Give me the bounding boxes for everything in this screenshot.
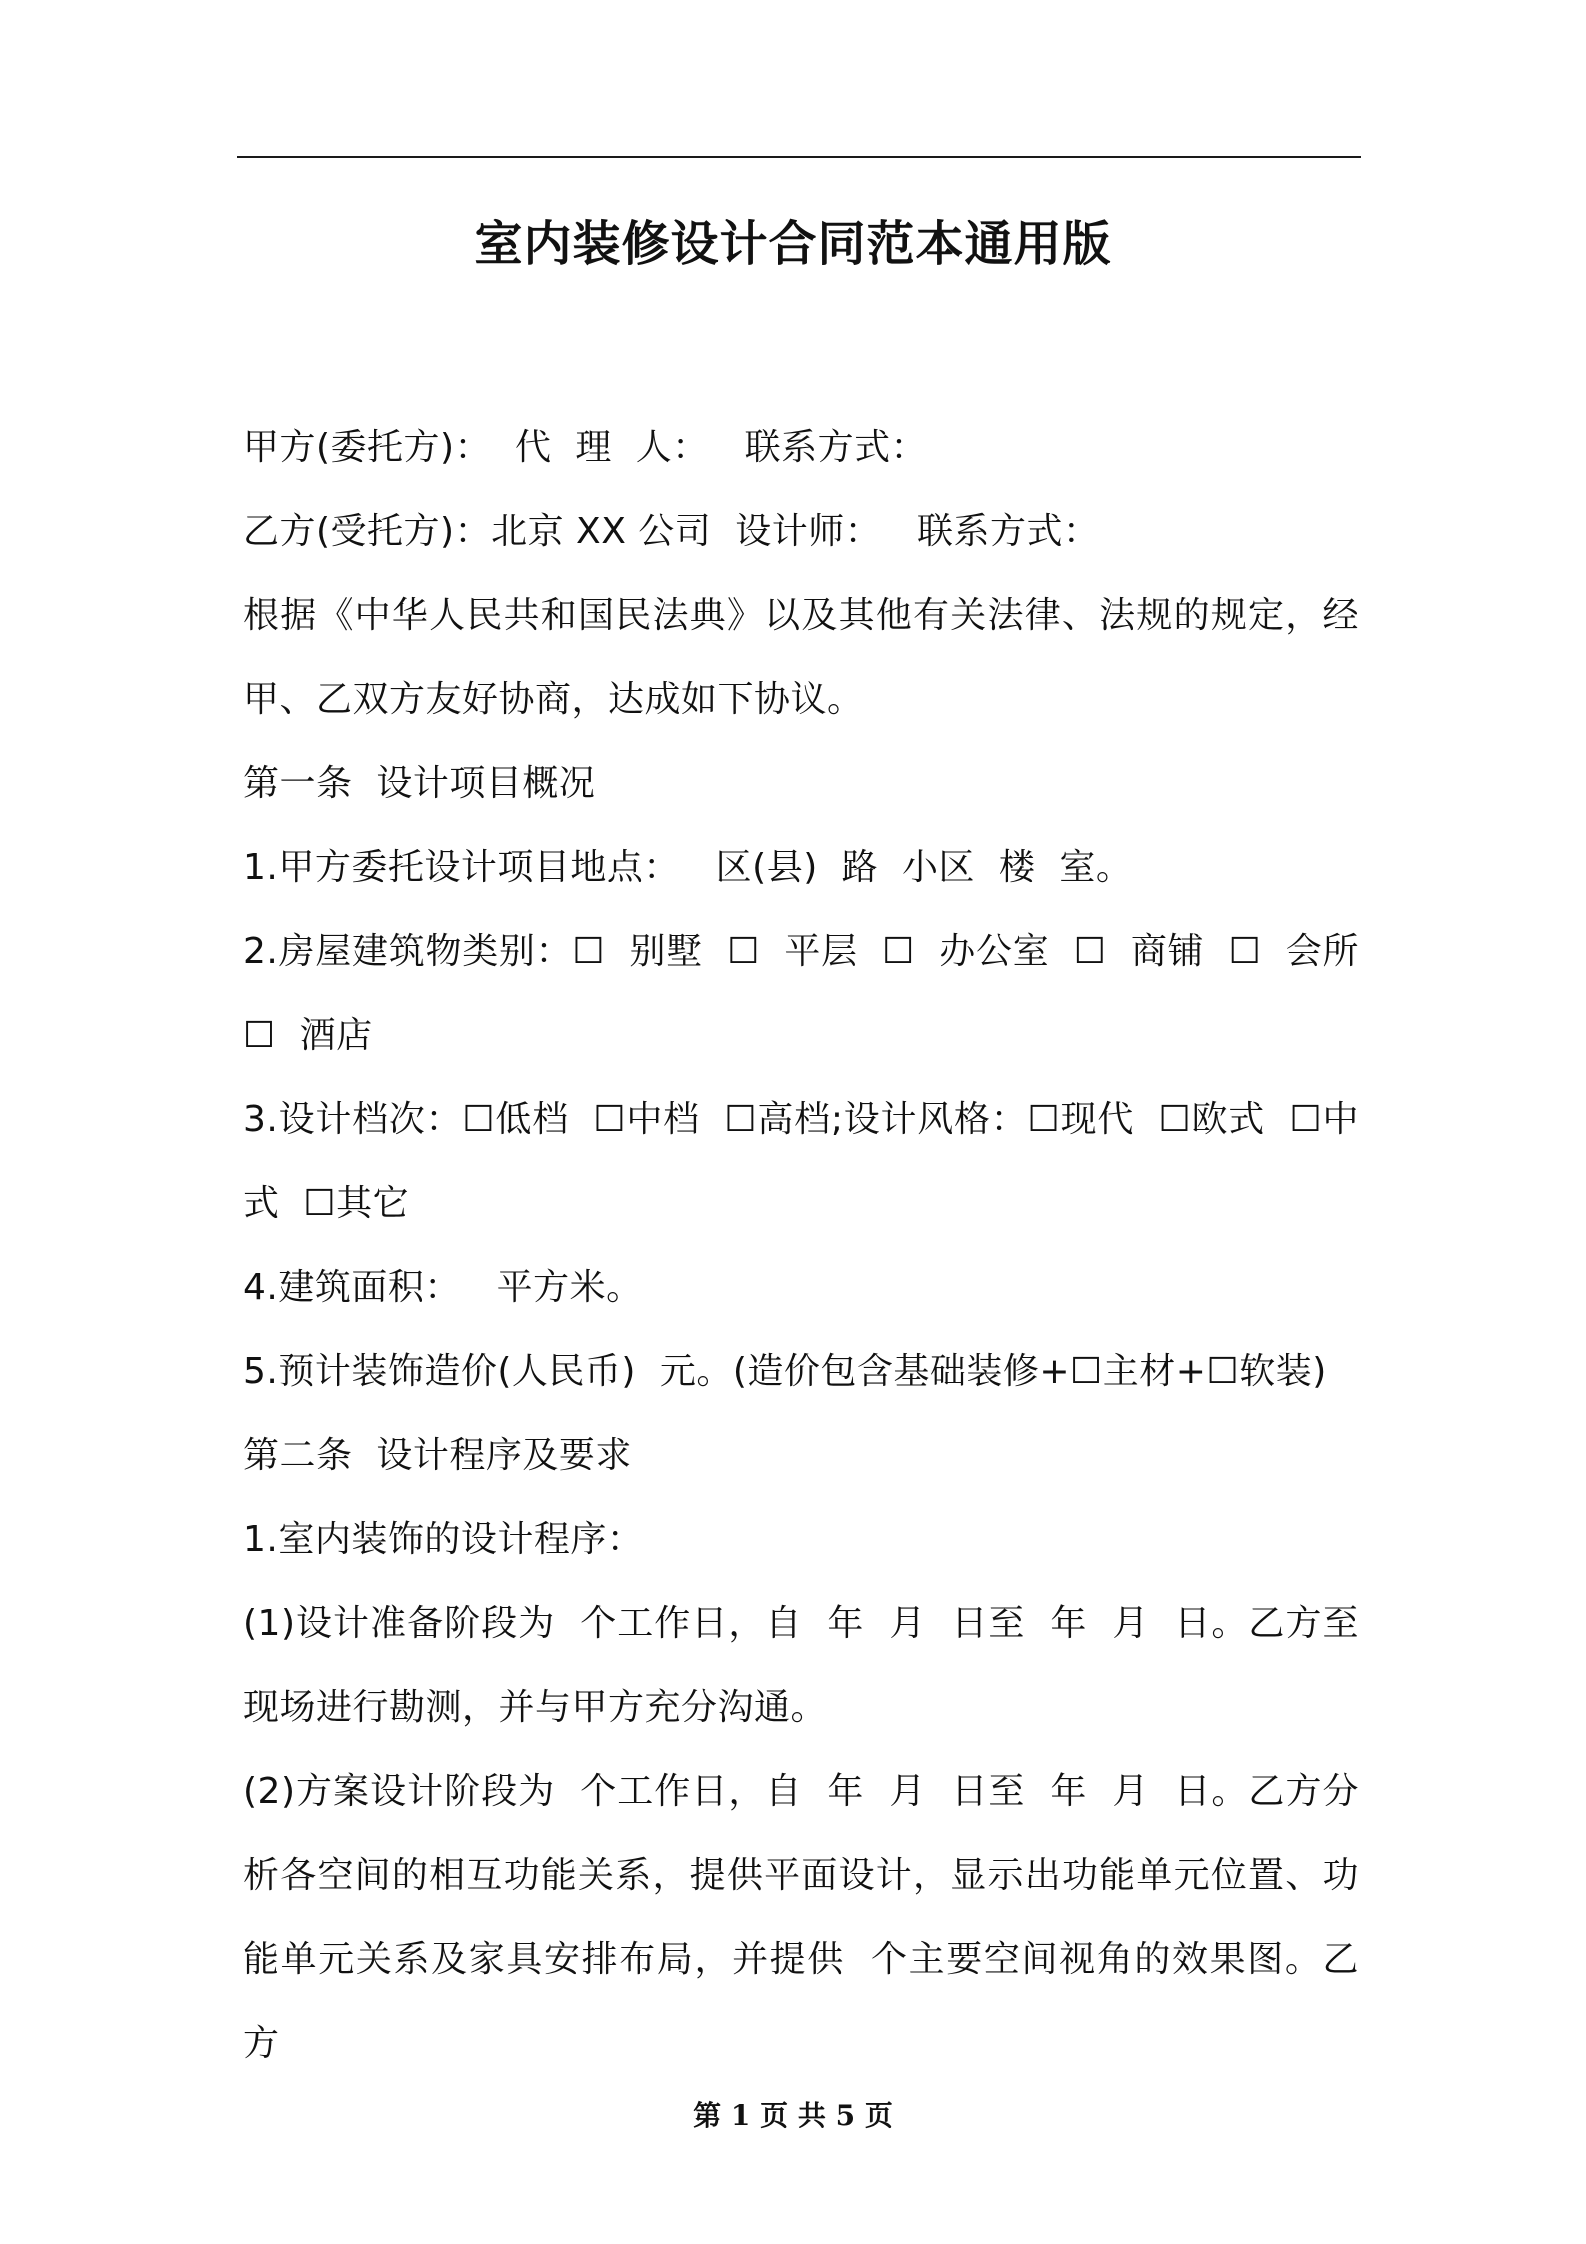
article-1-item-2: 2.房屋建筑物类别：☐ 别墅 ☐ 平层 ☐ 办公室 ☐ 商铺 ☐ 会所 ☐ 酒店 — [243, 931, 1383, 1056]
article-2-heading: 第二条 设计程序及要求 — [243, 1435, 632, 1476]
article-1-item-3: 3.设计档次：☐低档 ☐中档 ☐高档;设计风格：☐现代 ☐欧式 ☐中式 ☐其它 — [243, 1099, 1359, 1224]
article-1-item-1: 1.甲方委托设计项目地点： 区(县) 路 小区 楼 室。 — [243, 847, 1133, 888]
document-title: 室内装修设计合同范本通用版 — [474, 216, 1112, 272]
party-b-line: 乙方(受托方)：北京 XX 公司 设计师： 联系方式： — [243, 511, 1100, 552]
article-1-heading: 第一条 设计项目概况 — [243, 763, 596, 804]
document-body — [243, 406, 1383, 2086]
article-2-item-1: 1.室内装饰的设计程序： — [243, 1519, 644, 1560]
party-a-line: 甲方(委托方)： 代 理 人： 联系方式： — [243, 427, 928, 468]
article-1-item-5: 5.预计装饰造价(人民币) 元。(造价包含基础装修+☐主材+☐软装) — [243, 1351, 1327, 1392]
article-2-subitem-2: (2)方案设计阶段为 个工作日，自 年 月 日至 年 月 日。乙方分析各空间的相互功能关系，提供平面设计，显示出功能单元位置、功能单元关系及家具安排布局，并提供 个主要空间视角的效果图。乙方 — [243, 1771, 1359, 2064]
article-2-subitem-1: (1)设计准备阶段为 个工作日，自 年 月 日至 年 月 日。乙方至现场进行勘测，并与甲方充分沟通。 — [243, 1603, 1359, 1728]
preamble-paragraph: 根据《中华人民共和国民法典》以及其他有关法律、法规的规定，经甲、乙双方友好协商，达成如下协议。 — [243, 595, 1359, 720]
header-rule — [237, 156, 1361, 158]
page-number-footer: 第 1 页 共 5 页 — [693, 2099, 893, 2132]
article-1-item-4: 4.建筑面积： 平方米。 — [243, 1267, 643, 1308]
